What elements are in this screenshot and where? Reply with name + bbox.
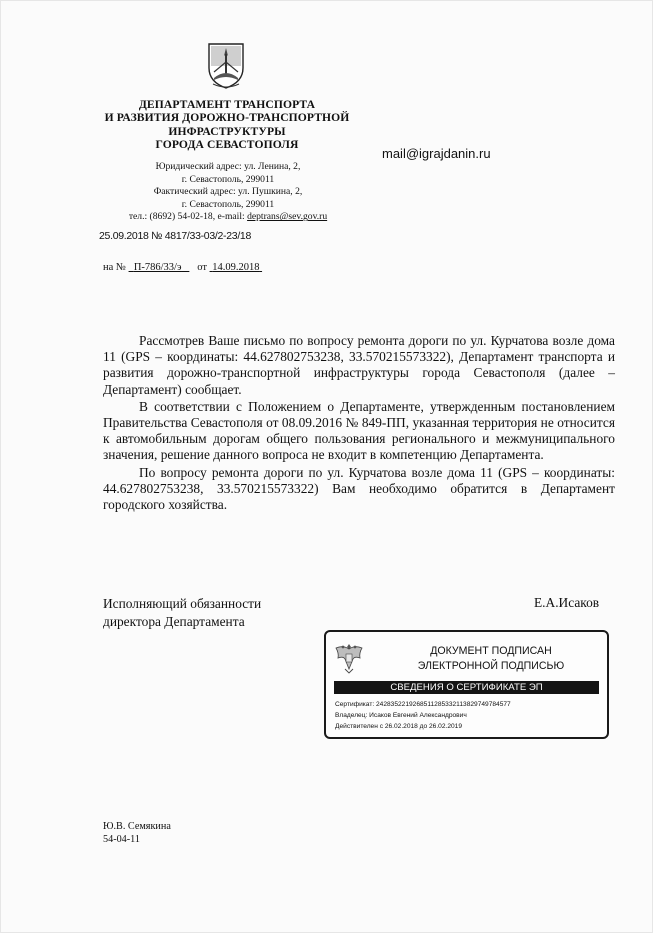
stamp-certificate-info [335, 699, 511, 733]
phone: тел.: (8692) 54-02-18, e-mail: [128, 211, 248, 223]
reference-number: П-786/33/э [133, 262, 182, 273]
certificate-number: Сертификат: 242835221926851128533211382974978457​7 [335, 701, 511, 708]
reference-date: 14.09.2018 [212, 262, 260, 273]
body-paragraph: По вопросу ремонта дороги по ул. Курчатова возле дома 11 (GPS – координаты: 44.627802753238, 33.570215573322) Вам необходимо обратится в Департамент городского хозяйства. [103, 464, 615, 513]
signatory-position [103, 595, 261, 631]
body-paragraph: Рассмотрев Ваше письмо по вопросу ремонта дороги по ул. Курчатова возле дома 11 (GPS – координаты: 44.627802753238, 33.570215573322), Департамент транспорта и развития дорожно-транспортной инфраструктуры города Севастополя (далее – Департамент) сообщает. [103, 333, 615, 397]
position-line: директора Департамента [103, 614, 245, 629]
stamp-certificate-bar: СВЕДЕНИЯ О СЕРТИФИКАТЕ ЭП [334, 681, 599, 694]
legal-address: Юридический адрес: ул. Ленина, 2, [155, 161, 301, 172]
recipient-email: mail@igrajdanin.ru [382, 146, 491, 161]
legal-city: г. Севастополь, 299011 [181, 173, 275, 185]
dept-line: И РАЗВИТИЯ ДОРОЖНО-ТРАНСПОРТНОЙ [104, 111, 350, 125]
executor-phone: 54-04-11 [103, 834, 140, 845]
reference-na-label: на № [103, 262, 126, 273]
signatory-name: Е.А.Исаков [534, 595, 600, 610]
actual-city: г. Севастополь, 299011 [181, 198, 275, 210]
letter-body [103, 333, 615, 514]
executor-info [103, 820, 171, 846]
certificate-owner: Владелец: Исаков Евгений Александрович [335, 712, 467, 720]
department-name [100, 98, 354, 152]
registration-number: 25.09.2018 № 4817/33-03/2-23/18 [99, 230, 252, 242]
sevastopol-coat-of-arms-icon [205, 38, 247, 90]
reference-ot-label: от [197, 262, 207, 273]
dept-line: ГОРОДА СЕВАСТОПОЛЯ [155, 138, 299, 152]
dept-line: ДЕПАРТАМЕНТ ТРАНСПОРТА [138, 98, 316, 111]
stamp-title: ДОКУМЕНТ ПОДПИСАН [430, 645, 552, 657]
position-line: Исполняющий обязанности [103, 596, 262, 611]
reference-line [103, 262, 262, 273]
stamp-subtitle: ЭЛЕКТРОННОЙ ПОДПИСЬЮ [417, 660, 565, 672]
contacts-line [108, 211, 348, 224]
department-addresses [108, 161, 348, 224]
actual-address: Фактический адрес: ул. Пушкина, 2, [153, 186, 303, 198]
body-paragraph: В соответствии с Положением о Департаменте, утвержденным постановлением Правительства Севастополя от 08.09.2016 № 849-ПП, указанная территория не относится к автомобильным дорогам общего пользования регионального и межмуниципального значения, решение данного вопроса не входит в компетенцию Департамента. [103, 398, 615, 463]
russian-eagle-emblem-icon [333, 641, 365, 675]
electronic-signature-stamp [324, 630, 609, 739]
dept-line: ИНФРАСТРУКТУРЫ [168, 124, 286, 138]
executor-name: Ю.В. Семякина [103, 821, 171, 832]
certificate-validity: Действителен с 26.02.2018 до 26.02.2019 [335, 723, 463, 731]
department-email-link[interactable]: deptrans@sev.gov.ru [247, 211, 328, 223]
